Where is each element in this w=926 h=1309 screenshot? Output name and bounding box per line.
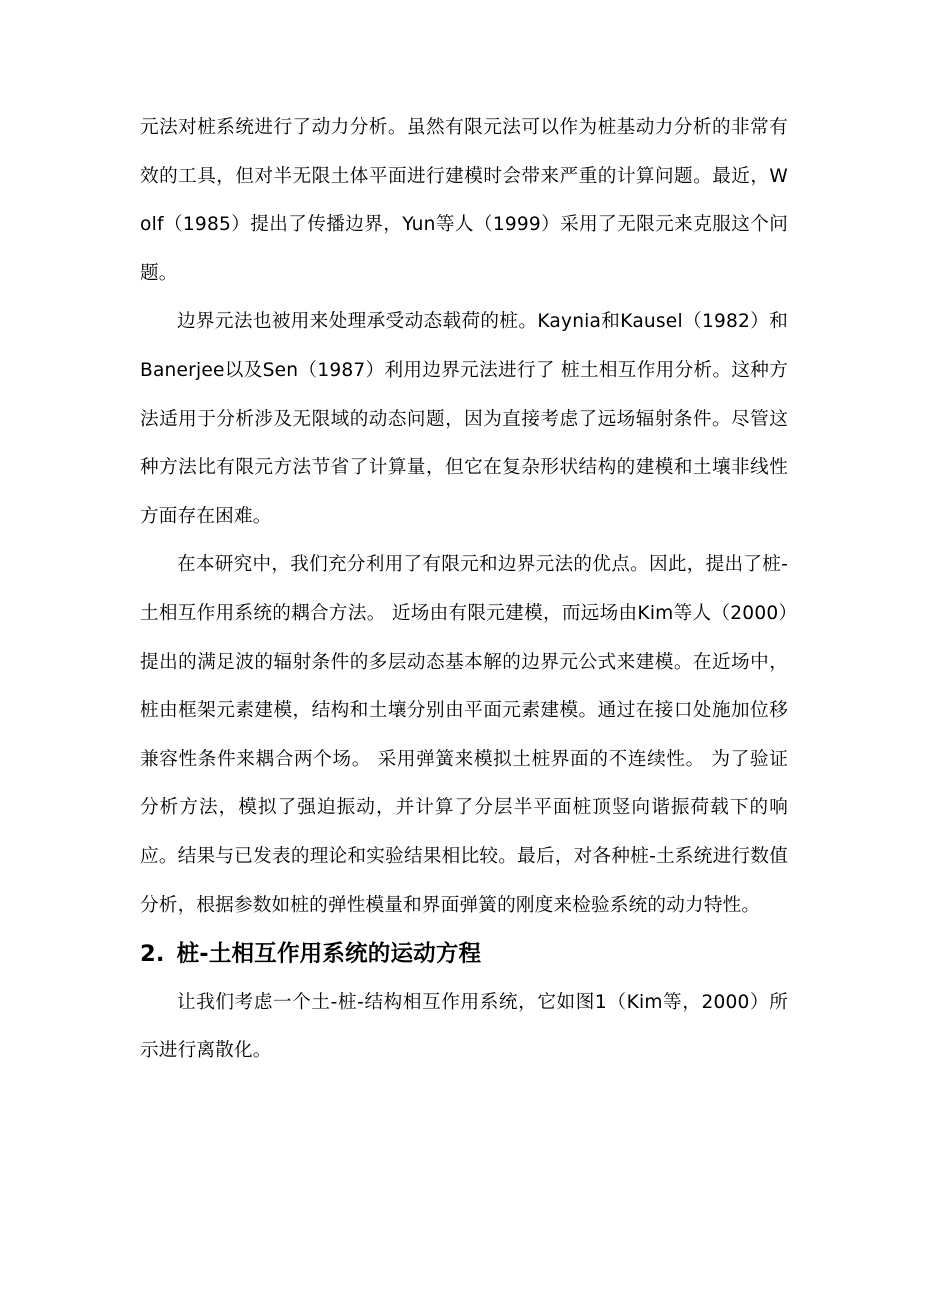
section-heading xyxy=(140,930,788,979)
paragraph-continuation: 元法对桩系统进行了动力分析。虽然有限元法可以作为桩基动力分析的非常有效的工具，但对半无限土体平面进行建模时会带来严重的计算问题。最近，Wolf（1985）提出了传播边界，Yun等人（1999）采用了无限元来克服这个问题。 xyxy=(140,117,788,284)
paragraph-present-study: 在本研究中，我们充分利用了有限元和边界元法的优点。因此，提出了桩-土相互作用系统的耦合方法。 近场由有限元建模，而远场由Kim等人（2000）提出的满足波的辐射条件的多层动态基本解的边界元公式来建模。在近场中，桩由框架元素建模，结构和土壤分别由平面元素建模。通过在接口处施加位移兼容性条件来耦合两个场。 采用弹簧来模拟土桩界面的不连续性。 为了验证分析方法，模拟了强迫振动，并计算了分层半平面桩顶竖向谐振荷载下的响应。结果与已发表的理论和实验结果相比较。最后，对各种桩-土系统进行数值分析，根据参数如桩的弹性模量和界面弹簧的刚度来检验系统的动力特性。 xyxy=(140,554,788,916)
paragraph-consider-system: 让我们考虑一个土-桩-结构相互作用系统，它如图1（Kim等，2000）所示进行离散化。 xyxy=(140,991,788,1062)
paragraph-boundary-element: 边界元法也被用来处理承受动态载荷的桩。Kaynia和Kausel（1982）和Banerjee以及Sen（1987）利用边界元法进行了 桩土相互作用分析。这种方法适用于分析涉及无限域的动态问题，因为直接考虑了远场辐射条件。尽管这种方法比有限元方法节省了计算量，但它在复杂形状结构的建模和土壤非线性方面存在困难。 xyxy=(140,311,788,527)
section-heading-title: 桩-土相互作用系统的运动方程 xyxy=(176,941,482,968)
section-heading-number: 2. xyxy=(140,941,165,968)
